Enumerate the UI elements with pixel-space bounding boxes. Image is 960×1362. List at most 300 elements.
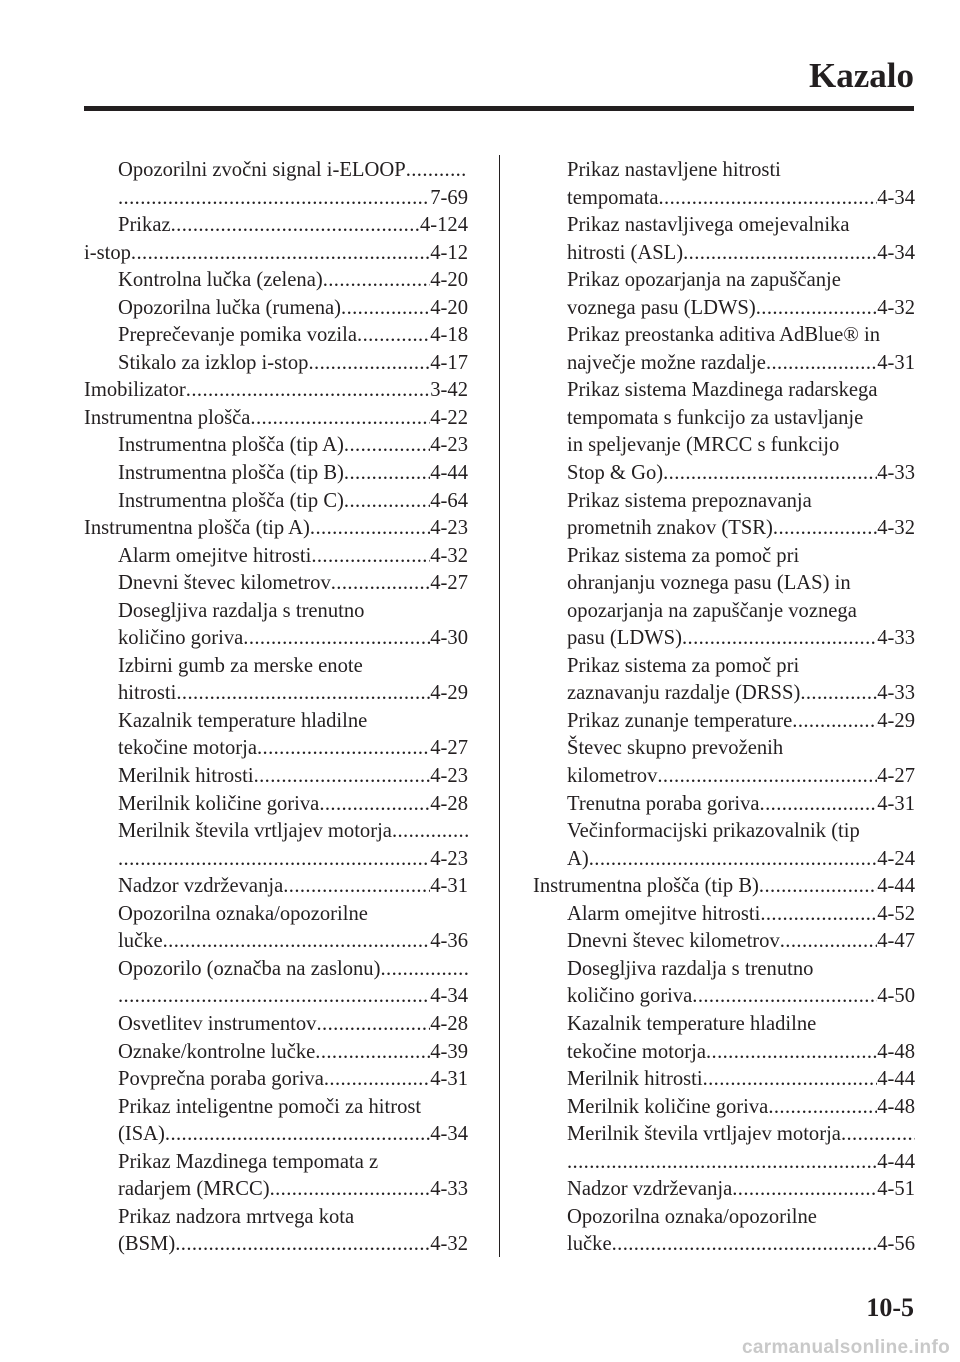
entry-line bbox=[118, 1149, 468, 1177]
index-subentry bbox=[533, 1094, 915, 1122]
page-reference: 4-20 bbox=[430, 296, 468, 319]
entry-text: ohranjanju voznega pasu (LAS) in bbox=[567, 572, 851, 595]
entry-text: Večinformacijski prikazovalnik (tip bbox=[567, 820, 860, 843]
entry-line bbox=[567, 515, 915, 543]
index-subentry bbox=[84, 570, 468, 598]
leader-dots bbox=[324, 1066, 430, 1094]
page-reference: 4-23 bbox=[430, 434, 468, 457]
index-subentry bbox=[84, 708, 468, 763]
page-reference: 4-32 bbox=[430, 1233, 468, 1256]
page-reference: 4-31 bbox=[877, 792, 915, 815]
page-reference: 4-23 bbox=[430, 847, 468, 870]
leader-dots bbox=[703, 1066, 878, 1094]
index-subentry bbox=[533, 543, 915, 653]
header-rule bbox=[84, 106, 914, 111]
page-reference: 4-124 bbox=[419, 214, 468, 237]
entry-text: (BSM) bbox=[118, 1233, 176, 1256]
entry-text: hitrosti bbox=[118, 682, 177, 705]
page-reference: 4-33 bbox=[877, 682, 915, 705]
index-subentry bbox=[84, 212, 468, 240]
page-reference: 4-23 bbox=[430, 765, 468, 788]
entry-text: Merilnik količine goriva bbox=[567, 1095, 769, 1118]
column-divider bbox=[499, 155, 500, 1257]
leader-dots bbox=[706, 1039, 877, 1067]
entry-text: in speljevanje (MRCC s funkcijo bbox=[567, 434, 840, 457]
leader-dots bbox=[316, 1011, 430, 1039]
leader-dots bbox=[357, 322, 430, 350]
page-reference: 4-51 bbox=[877, 1178, 915, 1201]
entry-text: Opozorilna lučka (rumena) bbox=[118, 296, 342, 319]
entry-line bbox=[567, 1204, 915, 1232]
entry-text: tekočine motorja bbox=[118, 737, 257, 760]
entry-line bbox=[118, 350, 468, 378]
entry-line bbox=[567, 1011, 915, 1039]
entry-line bbox=[118, 1121, 468, 1149]
page-reference: 4-44 bbox=[877, 875, 915, 898]
entry-text: Trenutna poraba goriva bbox=[567, 792, 760, 815]
page-reference: 4-28 bbox=[430, 792, 468, 815]
page-reference: 4-27 bbox=[430, 572, 468, 595]
entry-line bbox=[118, 570, 468, 598]
page-reference: 4-47 bbox=[877, 930, 915, 953]
page-reference: 4-33 bbox=[430, 1178, 468, 1201]
index-subentry bbox=[533, 1066, 915, 1094]
entry-text: tempomata bbox=[567, 186, 659, 209]
index-subentry bbox=[533, 818, 915, 873]
index-subentry bbox=[84, 653, 468, 708]
leader-dots bbox=[257, 735, 430, 763]
index-subentry bbox=[84, 1149, 468, 1204]
entry-text: hitrosti (ASL) bbox=[567, 241, 684, 264]
page-reference: 4-31 bbox=[430, 875, 468, 898]
page-reference: 4-27 bbox=[877, 765, 915, 788]
index-subentry bbox=[84, 1066, 468, 1094]
entry-text: Alarm omejitve hitrosti bbox=[567, 902, 761, 925]
index-subentry bbox=[533, 377, 915, 487]
entry-text: Merilnik hitrosti bbox=[118, 765, 254, 788]
entry-text: Merilnik hitrosti bbox=[567, 1068, 703, 1091]
leader-dots bbox=[283, 873, 430, 901]
leader-dots bbox=[315, 1039, 430, 1067]
entry-text: Opozorilna oznaka/opozorilne bbox=[118, 902, 368, 925]
page-reference: 4-27 bbox=[430, 737, 468, 760]
entry-line bbox=[118, 956, 468, 984]
index-subentry bbox=[84, 1094, 468, 1149]
leader-dots bbox=[118, 846, 430, 874]
page-reference: 4-23 bbox=[430, 517, 468, 540]
index-subentry bbox=[84, 267, 468, 295]
page-reference: 7-69 bbox=[430, 186, 468, 209]
entry-line bbox=[118, 460, 468, 488]
entry-line bbox=[567, 1149, 915, 1177]
entry-text: Dnevni števec kilometrov bbox=[567, 930, 780, 953]
entry-text: Nadzor vzdrževanja bbox=[118, 875, 284, 898]
leader-dots bbox=[344, 488, 430, 516]
leader-dots bbox=[792, 708, 877, 736]
leader-dots bbox=[344, 460, 430, 488]
page-reference: 4-22 bbox=[430, 406, 468, 429]
index-subentry bbox=[533, 488, 915, 543]
index-subentry bbox=[84, 432, 468, 460]
page-reference: 4-30 bbox=[430, 627, 468, 650]
entry-text: Merilnik števila vrtljajev motorja bbox=[567, 1123, 841, 1146]
leader-dots bbox=[311, 543, 430, 571]
entry-line bbox=[118, 1204, 468, 1232]
page-reference: 4-34 bbox=[430, 1123, 468, 1146]
index-subentry bbox=[84, 1039, 468, 1067]
leader-dots bbox=[171, 212, 420, 240]
entry-line bbox=[567, 488, 915, 516]
entry-text: Opozorilna oznaka/opozorilne bbox=[567, 1205, 817, 1228]
page-reference: 4-36 bbox=[430, 930, 468, 953]
index-subentry bbox=[84, 901, 468, 956]
entry-text: Kazalnik temperature hladilne bbox=[567, 1012, 817, 1035]
leader-dots bbox=[250, 405, 430, 433]
entry-line bbox=[567, 1121, 915, 1149]
page-reference: 3-42 bbox=[430, 379, 468, 402]
leader-dots bbox=[612, 1231, 878, 1259]
index-subentry bbox=[84, 295, 468, 323]
entry-text: Instrumentna plošča (tip C) bbox=[118, 489, 344, 512]
entry-text: Prikaz sistema za pomoč pri bbox=[567, 544, 800, 567]
leader-dots bbox=[768, 1094, 877, 1122]
index-subentry bbox=[533, 791, 915, 819]
entry-text: zaznavanju razdalje (DRSS) bbox=[567, 682, 801, 705]
entry-line bbox=[533, 873, 915, 901]
page-reference: 4-44 bbox=[877, 1068, 915, 1091]
entry-line bbox=[567, 1176, 915, 1204]
leader-dots bbox=[567, 1149, 877, 1177]
entry-text: A) bbox=[567, 847, 589, 870]
leader-dots bbox=[683, 240, 877, 268]
entry-text: Merilnik količine goriva bbox=[118, 792, 320, 815]
leader-dots bbox=[406, 157, 468, 185]
index-subentry bbox=[533, 1121, 915, 1176]
entry-line bbox=[118, 157, 468, 185]
page-reference: 4-32 bbox=[877, 517, 915, 540]
page-reference: 4-20 bbox=[430, 269, 468, 292]
entry-line bbox=[567, 212, 915, 240]
entry-line bbox=[118, 267, 468, 295]
entry-text: Dosegljiva razdalja s trenutno bbox=[567, 957, 814, 980]
entry-text: Dosegljiva razdalja s trenutno bbox=[118, 599, 365, 622]
page-reference: 4-48 bbox=[877, 1040, 915, 1063]
entry-text: količino goriva bbox=[567, 985, 693, 1008]
entry-text: Prikaz sistema prepoznavanja bbox=[567, 489, 812, 512]
entry-line bbox=[118, 212, 468, 240]
entry-line bbox=[118, 653, 468, 681]
entry-text: največje možne razdalje bbox=[567, 351, 766, 374]
leader-dots bbox=[118, 983, 430, 1011]
entry-text: Prikaz inteligentne pomoči za hitrost bbox=[118, 1095, 422, 1118]
page-reference: 4-44 bbox=[877, 1150, 915, 1173]
page-number: 10-5 bbox=[866, 1293, 914, 1322]
leader-dots bbox=[692, 983, 877, 1011]
index-entry bbox=[84, 240, 468, 268]
entry-text: Prikaz sistema za pomoč pri bbox=[567, 654, 800, 677]
leader-dots bbox=[186, 377, 430, 405]
index-subentry bbox=[533, 322, 915, 377]
leader-dots bbox=[766, 350, 877, 378]
leader-dots bbox=[175, 1231, 430, 1259]
entry-line bbox=[118, 625, 468, 653]
entry-line bbox=[567, 598, 915, 626]
entry-text: voznega pasu (LDWS) bbox=[567, 296, 756, 319]
index-subentry bbox=[533, 1204, 915, 1259]
entry-line bbox=[84, 377, 468, 405]
entry-text: Instrumentna plošča (tip A) bbox=[84, 517, 310, 540]
index-subentry bbox=[533, 1176, 915, 1204]
entry-text: Nadzor vzdrževanja bbox=[567, 1178, 733, 1201]
entry-text: Imobilizator bbox=[84, 379, 186, 402]
leader-dots bbox=[254, 763, 431, 791]
entry-line bbox=[118, 791, 468, 819]
entry-line bbox=[118, 763, 468, 791]
leader-dots bbox=[163, 928, 431, 956]
entry-line bbox=[567, 377, 915, 405]
entry-line bbox=[567, 1066, 915, 1094]
entry-line bbox=[567, 653, 915, 681]
entry-line bbox=[118, 1011, 468, 1039]
page-reference: 4-39 bbox=[430, 1040, 468, 1063]
entry-text: Prikaz nadzora mrtvega kota bbox=[118, 1205, 355, 1228]
entry-text: Instrumentna plošča (tip B) bbox=[118, 462, 344, 485]
entry-line bbox=[118, 322, 468, 350]
index-subentry bbox=[84, 956, 468, 1011]
entry-text: Dnevni števec kilometrov bbox=[118, 572, 331, 595]
entry-line bbox=[567, 350, 915, 378]
entry-line bbox=[118, 1066, 468, 1094]
index-subentry bbox=[533, 1011, 915, 1066]
index-subentry bbox=[533, 901, 915, 929]
entry-line bbox=[118, 983, 468, 1011]
index-entry bbox=[533, 873, 915, 901]
entry-line bbox=[567, 1094, 915, 1122]
page-reference: 4-32 bbox=[430, 544, 468, 567]
entry-text: Prikaz nastavljene hitrosti bbox=[567, 159, 781, 181]
entry-line bbox=[567, 405, 915, 433]
entry-text: Prikaz sistema Mazdinega radarskega bbox=[567, 379, 878, 402]
index-entry bbox=[84, 405, 468, 433]
watermark: carmanualsonline.info bbox=[742, 1337, 950, 1358]
page-reference: 4-34 bbox=[877, 186, 915, 209]
page-reference: 4-18 bbox=[430, 324, 468, 347]
entry-line bbox=[118, 735, 468, 763]
leader-dots bbox=[131, 240, 430, 268]
entry-line bbox=[84, 515, 468, 543]
entry-line bbox=[567, 625, 915, 653]
leader-dots bbox=[323, 267, 431, 295]
entry-line bbox=[567, 240, 915, 268]
entry-line bbox=[567, 680, 915, 708]
entry-line bbox=[84, 405, 468, 433]
entry-text: Merilnik števila vrtljajev motorja bbox=[118, 820, 392, 843]
index-subentry bbox=[84, 350, 468, 378]
leader-dots bbox=[344, 432, 430, 460]
entry-line bbox=[118, 488, 468, 516]
entry-text: Prikaz nastavljivega omejevalnika bbox=[567, 214, 850, 237]
page-reference: 4-29 bbox=[877, 709, 915, 732]
page-reference: 4-34 bbox=[430, 985, 468, 1008]
entry-text: lučke bbox=[118, 930, 163, 953]
entry-text: Stikalo za izklop i-stop bbox=[118, 351, 309, 374]
entry-line bbox=[118, 846, 468, 874]
entry-line bbox=[567, 460, 915, 488]
index-column-right bbox=[533, 157, 915, 1259]
page-reference: 4-12 bbox=[430, 241, 468, 264]
entry-text: Instrumentna plošča (tip A) bbox=[118, 434, 344, 457]
page-reference: 4-33 bbox=[877, 627, 915, 650]
entry-text: Prikaz preostanka aditiva AdBlue® in bbox=[567, 324, 881, 347]
entry-line bbox=[118, 598, 468, 626]
entry-line bbox=[118, 901, 468, 929]
page-reference: 4-32 bbox=[877, 296, 915, 319]
entry-text: Izbirni gumb za merske enote bbox=[118, 654, 363, 677]
entry-line bbox=[567, 763, 915, 791]
entry-line bbox=[567, 432, 915, 460]
leader-dots bbox=[319, 791, 430, 819]
entry-text: Instrumentna plošča bbox=[84, 406, 251, 429]
entry-line bbox=[567, 708, 915, 736]
page-reference: 4-31 bbox=[877, 351, 915, 374]
page-title: Kazalo bbox=[809, 56, 914, 95]
leader-dots bbox=[243, 625, 430, 653]
leader-dots bbox=[392, 818, 468, 846]
entry-line bbox=[567, 185, 915, 213]
entry-line bbox=[118, 1231, 468, 1259]
entry-line bbox=[567, 1039, 915, 1067]
entry-line bbox=[118, 818, 468, 846]
page-reference: 4-33 bbox=[877, 462, 915, 485]
entry-line bbox=[567, 791, 915, 819]
page-reference: 4-44 bbox=[430, 462, 468, 485]
entry-line bbox=[567, 1231, 915, 1259]
entry-line bbox=[118, 708, 468, 736]
leader-dots bbox=[310, 515, 430, 543]
page-reference: 4-64 bbox=[430, 489, 468, 512]
entry-text: količino goriva bbox=[118, 627, 244, 650]
leader-dots bbox=[165, 1121, 430, 1149]
leader-dots bbox=[760, 791, 878, 819]
leader-dots bbox=[380, 956, 468, 984]
index-subentry bbox=[84, 763, 468, 791]
index-subentry bbox=[84, 322, 468, 350]
entry-text: Preprečevanje pomika vozila bbox=[118, 324, 358, 347]
leader-dots bbox=[773, 515, 877, 543]
index-subentry bbox=[84, 543, 468, 571]
page-reference: 4-28 bbox=[430, 1012, 468, 1035]
index-entry bbox=[84, 377, 468, 405]
leader-dots bbox=[760, 901, 877, 929]
index-subentry bbox=[533, 708, 915, 736]
entry-line bbox=[118, 1094, 468, 1122]
entry-text: Opozorilo (označba na zaslonu) bbox=[118, 957, 381, 980]
index-subentry bbox=[84, 818, 468, 873]
index-subentry bbox=[84, 1011, 468, 1039]
page-reference: 4-34 bbox=[877, 241, 915, 264]
entry-line bbox=[567, 543, 915, 571]
entry-line bbox=[567, 928, 915, 956]
entry-text: tekočine motorja bbox=[567, 1040, 706, 1063]
entry-text: prometnih znakov (TSR) bbox=[567, 517, 773, 540]
entry-text: opozarjanja na zapuščanje voznega bbox=[567, 599, 857, 622]
entry-line bbox=[567, 570, 915, 598]
entry-line bbox=[118, 1176, 468, 1204]
entry-line bbox=[118, 185, 468, 213]
entry-line bbox=[118, 295, 468, 323]
index-subentry bbox=[84, 460, 468, 488]
entry-text: radarjem (MRCC) bbox=[118, 1178, 270, 1201]
entry-text: Opozorilni zvočni signal i-ELOOP bbox=[118, 159, 406, 181]
entry-text: Prikaz Mazdinega tempomata z bbox=[118, 1150, 379, 1173]
index-subentry bbox=[533, 157, 915, 212]
leader-dots bbox=[732, 1176, 877, 1204]
entry-line bbox=[567, 983, 915, 1011]
page-reference: 4-24 bbox=[877, 847, 915, 870]
entry-line bbox=[567, 157, 915, 185]
entry-text: Instrumentna plošča (tip B) bbox=[533, 875, 759, 898]
leader-dots bbox=[841, 1121, 915, 1149]
entry-line bbox=[118, 543, 468, 571]
entry-text: Povprečna poraba goriva bbox=[118, 1068, 324, 1091]
entry-line bbox=[567, 295, 915, 323]
leader-dots bbox=[659, 185, 878, 213]
leader-dots bbox=[270, 1176, 431, 1204]
index-subentry bbox=[533, 735, 915, 790]
entry-text: Kontrolna lučka (zelena) bbox=[118, 269, 323, 292]
entry-line bbox=[567, 267, 915, 295]
leader-dots bbox=[118, 185, 430, 213]
entry-text: Prikaz zunanje temperature bbox=[567, 709, 793, 732]
entry-line bbox=[118, 1039, 468, 1067]
entry-line bbox=[567, 956, 915, 984]
leader-dots bbox=[589, 846, 878, 874]
leader-dots bbox=[682, 625, 877, 653]
leader-dots bbox=[780, 928, 878, 956]
leader-dots bbox=[657, 763, 877, 791]
index-subentry bbox=[533, 267, 915, 322]
leader-dots bbox=[176, 680, 430, 708]
entry-text: tempomata s funkcijo za ustavljanje bbox=[567, 406, 864, 429]
leader-dots bbox=[756, 295, 878, 323]
entry-text: Osvetlitev instrumentov bbox=[118, 1012, 317, 1035]
page-reference: 4-17 bbox=[430, 351, 468, 374]
entry-line bbox=[567, 901, 915, 929]
index-entry bbox=[84, 515, 468, 543]
leader-dots bbox=[308, 350, 430, 378]
entry-line bbox=[118, 680, 468, 708]
page-reference: 4-56 bbox=[877, 1233, 915, 1256]
index-subentry bbox=[84, 873, 468, 901]
page-reference: 4-50 bbox=[877, 985, 915, 1008]
entry-line bbox=[84, 240, 468, 268]
leader-dots bbox=[341, 295, 430, 323]
index-subentry bbox=[84, 488, 468, 516]
index-subentry bbox=[533, 928, 915, 956]
index-subentry bbox=[533, 956, 915, 1011]
page-reference: 4-29 bbox=[430, 682, 468, 705]
entry-line bbox=[567, 818, 915, 846]
entry-text: Prikaz opozarjanja na zapuščanje bbox=[567, 269, 841, 292]
leader-dots bbox=[663, 460, 877, 488]
leader-dots bbox=[759, 873, 877, 901]
index-subentry bbox=[84, 598, 468, 653]
entry-text: Prikaz bbox=[118, 214, 171, 237]
entry-text: i-stop bbox=[84, 241, 131, 264]
page-reference: 4-48 bbox=[877, 1095, 915, 1118]
page-reference: 4-52 bbox=[877, 902, 915, 925]
entry-line bbox=[567, 846, 915, 874]
